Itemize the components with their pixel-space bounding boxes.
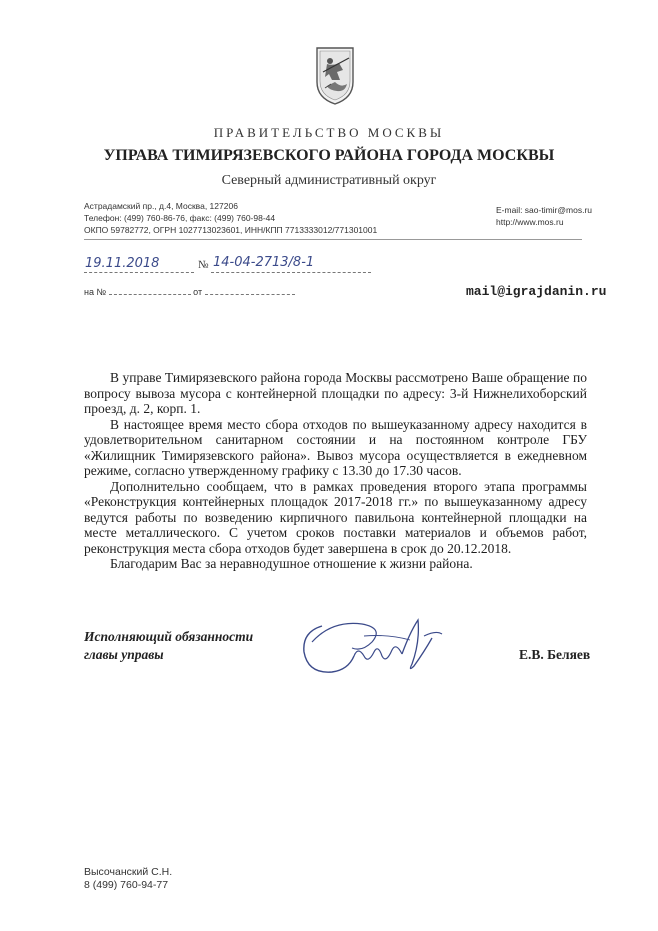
address: Астрадамский пр., д.4, Москва, 127206 [84,201,238,211]
executor-phone: 8 (499) 760-94-77 [84,879,169,891]
incoming-date-blank [205,294,295,295]
moscow-coat-of-arms-icon [313,44,357,106]
organization-title: УПРАВА ТИМИРЯЗЕВСКОГО РАЙОНА ГОРОДА МОСКВЫ [103,147,555,164]
date-underline [84,272,194,273]
website: http://www.mos.ru [496,217,564,227]
district-subtitle: Северный административный округ [221,173,437,188]
executor-name: Высочанский С.Н. [84,866,173,878]
number-underline [211,272,371,273]
paragraph-3: Дополнительно сообщаем, что в рамках проведения второго этапа программы «Реконструкция контейнерных площадок 2017-2018 гг.» по вышеуказанному адресу ведутся работы по возведению кирпичного павильона контейнерной площадки на месте металлического. С учетом сроков поставки материалов и объемов работ, реконструкция места сбора отходов будет завершена в срок до 20.12.2018. [84,478,587,556]
handwritten-signature [292,612,454,682]
registry-codes: ОКПО 59782772, ОГРН 1027713023601, ИНН/КПП 7713333012/771301001 [84,225,378,235]
incoming-label: на № [84,287,107,297]
signatory-title-line1: Исполняющий обязанности [84,629,254,644]
registration-date: 19.11.2018 [85,256,160,271]
paragraph-4: Благодарим Вас за неравнодушное отношение к жизни района. [110,556,473,571]
email: E-mail: sao-timir@mos.ru [496,205,592,215]
phone-fax: Телефон: (499) 760-86-76, факс: (499) 760-98-44 [84,213,276,223]
signatory-title [84,628,253,664]
registration-number: 14-04-2713/8-1 [213,255,315,270]
paragraph-2: В настоящее время место сбора отходов по вышеуказанному адресу находится в удовлетворительном санитарном состоянии и на постоянном контроле ГБУ «Жилищник Тимирязевского района». Вывоз мусора осуществляется в ежедневном режиме, согласно утвержденному графику с 13.30 до 17.30 часов. [84,416,587,478]
recipient-email: mail@igrajdanin.ru [466,284,607,299]
government-title: ПРАВИТЕЛЬСТВО МОСКВЫ [213,125,445,140]
incoming-from-label: от [193,287,203,297]
letter-body [84,370,587,572]
incoming-ref [84,287,295,297]
executor-info [84,866,172,892]
signatory-title-line2: главы управы [84,647,164,662]
paragraph-1: В управе Тимирязевского района города Москвы рассмотрено Ваше обращение по вопросу вывоза мусора с контейнерной площадки по адресу: 3-й Нижнелихоборский проезд, д. 2, корп. 1. [84,370,587,416]
incoming-number-blank [109,294,191,295]
header-divider [84,239,582,240]
signatory-name: Е.В. Беляев [519,647,591,662]
number-prefix: № [198,259,209,271]
